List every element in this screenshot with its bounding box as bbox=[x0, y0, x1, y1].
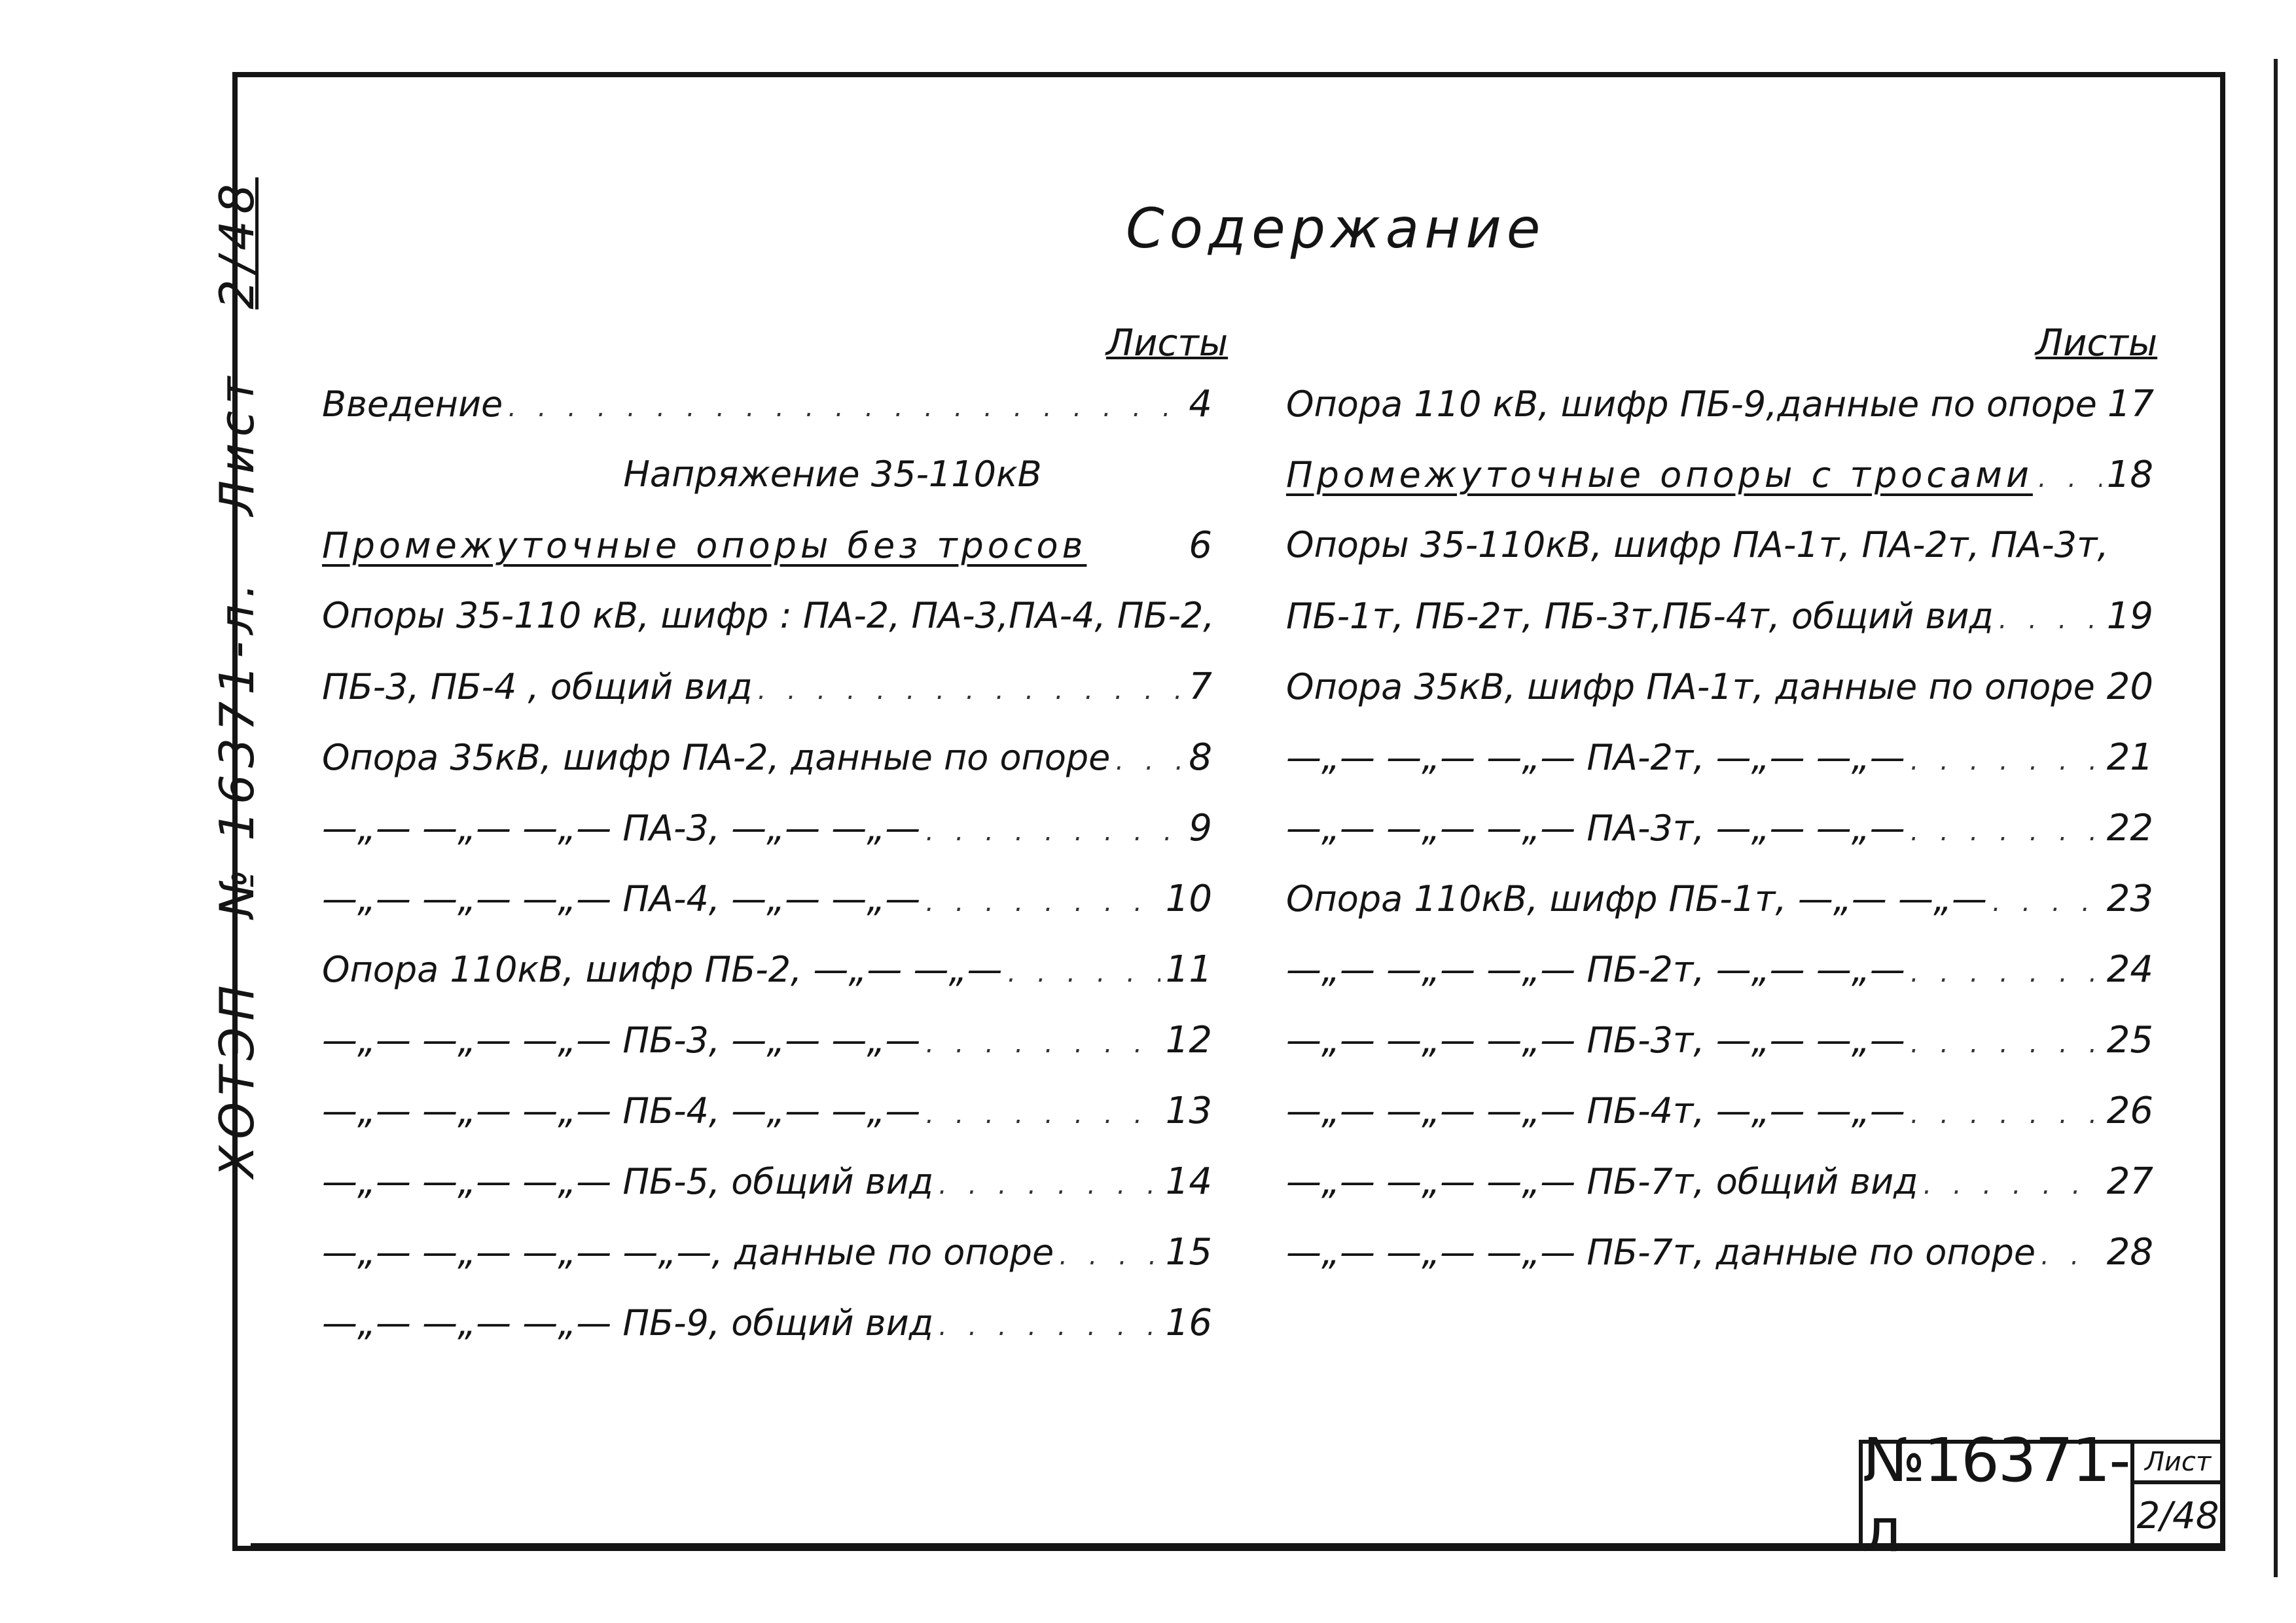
dot-leader bbox=[1115, 746, 1181, 776]
entry-title: —„— —„— —„— ПБ-4, —„— —„— bbox=[322, 1090, 921, 1132]
entry-page-number: 11 bbox=[1165, 948, 1212, 991]
dot-leader bbox=[1910, 958, 2102, 988]
entry-page-number: 7 bbox=[1189, 666, 1212, 708]
dot-leader bbox=[758, 675, 1181, 705]
entry-page-number: 13 bbox=[1165, 1090, 1212, 1132]
entry-title: Опора 110кВ, шифр ПБ-2, —„— —„— bbox=[322, 949, 1003, 990]
contents-entry bbox=[1286, 1231, 2153, 1302]
dot-leader bbox=[939, 1170, 1160, 1200]
entry-title: —„— —„— —„— ПА-3, —„— —„— bbox=[322, 808, 921, 849]
contents-entry bbox=[1286, 595, 2153, 666]
entry-title: —„— —„— —„— ПБ-7т, общий вид bbox=[1286, 1161, 1918, 1202]
entry-title: ПБ-3, ПБ-4 , общий вид bbox=[322, 666, 753, 707]
entry-page-number: 15 bbox=[1165, 1231, 1212, 1274]
contents-entry bbox=[322, 454, 1212, 524]
side-stamp bbox=[209, 138, 264, 1178]
entry-title: —„— —„— —„— —„—, данные по опоре bbox=[322, 1232, 1054, 1273]
dot-leader bbox=[1924, 1170, 2102, 1200]
entry-title: Опоры 35-110 кВ, шифр : ПА-2, ПА-3,ПА-4, ПБ-2, bbox=[322, 595, 1215, 636]
title-block bbox=[1859, 1425, 2225, 1565]
contents-entry bbox=[322, 948, 1212, 1019]
dot-leader bbox=[1059, 1241, 1160, 1271]
document-number: №16371-л bbox=[1863, 1444, 2134, 1547]
contents-entry bbox=[1286, 524, 2153, 595]
entry-title: —„— —„— —„— ПБ-3т, —„— —„— bbox=[1286, 1020, 1905, 1061]
contents-entry bbox=[322, 666, 1212, 736]
dot-leader bbox=[1008, 958, 1160, 988]
contents-entry bbox=[1286, 736, 2153, 807]
dot-leader bbox=[2038, 463, 2102, 493]
entry-title: Напряжение 35-110кВ bbox=[623, 454, 1042, 495]
entry-page-number: 12 bbox=[1165, 1019, 1212, 1061]
entry-title: —„— —„— —„— ПА-2т, —„— —„— bbox=[1286, 737, 1905, 778]
entry-page-number: 8 bbox=[1189, 736, 1212, 779]
entry-page-number: 28 bbox=[2106, 1231, 2153, 1274]
contents-entry bbox=[322, 807, 1212, 878]
entry-page-number: 22 bbox=[2106, 807, 2153, 849]
entry-page-number: 19 bbox=[2106, 595, 2153, 637]
contents-entry bbox=[1286, 454, 2153, 524]
entry-title: —„— —„— —„— ПБ-3, —„— —„— bbox=[322, 1020, 921, 1061]
contents-entry bbox=[1286, 1090, 2153, 1160]
sheet-label: Лист bbox=[2134, 1444, 2221, 1484]
side-stamp-number: № 16371-л. bbox=[209, 577, 264, 918]
entry-page-number: 26 bbox=[2106, 1090, 2153, 1132]
dot-leader bbox=[508, 393, 1181, 423]
entry-page-number: 21 bbox=[2106, 736, 2153, 779]
dot-leader bbox=[925, 1099, 1160, 1130]
entry-page-number: 20 bbox=[2106, 666, 2153, 708]
entry-title: Опора 35кВ, шифр ПА-1т, данные по опоре bbox=[1286, 666, 2095, 707]
contents-entry bbox=[322, 524, 1212, 595]
contents-entry bbox=[322, 1019, 1212, 1090]
contents-entry bbox=[1286, 1160, 2153, 1231]
entry-page-number: 25 bbox=[2106, 1019, 2153, 1061]
entry-page-number: 24 bbox=[2106, 948, 2153, 991]
entry-title: Промежуточные опоры без тросов bbox=[322, 525, 1087, 566]
entry-page-number: 4 bbox=[1189, 383, 1212, 425]
entry-title: Опора 110 кВ, шифр ПБ-9,данные по опоре bbox=[1286, 383, 2097, 425]
contents-entry bbox=[322, 383, 1212, 454]
sheet-edge-line bbox=[2274, 59, 2278, 1577]
contents-entry bbox=[322, 1302, 1212, 1372]
dot-leader bbox=[1999, 605, 2102, 635]
dot-leader bbox=[925, 1029, 1160, 1059]
contents-entry bbox=[1286, 807, 2153, 878]
entry-title: Опора 35кВ, шифр ПА-2, данные по опоре bbox=[322, 737, 1111, 778]
entry-title: —„— —„— —„— ПБ-4т, —„— —„— bbox=[1286, 1090, 1905, 1132]
contents-entry bbox=[1286, 948, 2153, 1019]
entry-page-number: 10 bbox=[1165, 878, 1212, 920]
contents-entry bbox=[1286, 878, 2153, 948]
dot-leader bbox=[925, 817, 1181, 847]
sheet-number: 2/48 bbox=[2136, 1494, 2219, 1537]
side-stamp-sheet-value: 2/48 bbox=[209, 177, 264, 310]
dot-leader bbox=[1910, 746, 2102, 776]
contents-left-column bbox=[322, 383, 1215, 1372]
entry-page-number: 14 bbox=[1165, 1160, 1212, 1203]
right-column-header: Листы bbox=[2036, 322, 2158, 365]
left-column-header: Листы bbox=[1106, 322, 1229, 365]
contents-entry bbox=[322, 878, 1212, 948]
dot-leader bbox=[1910, 1029, 2102, 1059]
entry-title: —„— —„— —„— ПА-3т, —„— —„— bbox=[1286, 808, 1905, 849]
dot-leader bbox=[1910, 817, 2102, 847]
dot-leader bbox=[1910, 1099, 2102, 1130]
entry-title: —„— —„— —„— ПБ-7т, данные по опоре bbox=[1286, 1232, 2036, 1273]
entry-title: Промежуточные опоры с тросами bbox=[1286, 454, 2033, 495]
entry-page-number: 18 bbox=[2106, 454, 2153, 496]
entry-title: —„— —„— —„— ПБ-9, общий вид bbox=[322, 1302, 934, 1344]
entry-title: —„— —„— —„— ПА-4, —„— —„— bbox=[322, 878, 921, 919]
entry-page-number: 27 bbox=[2106, 1160, 2153, 1203]
dot-leader bbox=[939, 1311, 1160, 1342]
contents-entry bbox=[322, 1231, 1212, 1302]
contents-entry bbox=[322, 1160, 1212, 1231]
entry-title: ПБ-1т, ПБ-2т, ПБ-3т,ПБ-4т, общий вид bbox=[1286, 596, 1994, 637]
entry-page-number: 6 bbox=[1189, 524, 1212, 567]
contents-right-column bbox=[1286, 383, 2153, 1302]
dot-leader bbox=[925, 887, 1160, 918]
side-stamp-sheet-label: Лист bbox=[209, 370, 264, 516]
dot-leader bbox=[2100, 675, 2102, 705]
contents-entry bbox=[322, 595, 1215, 666]
entry-page-number: 23 bbox=[2106, 878, 2153, 920]
entry-title: Введение bbox=[322, 383, 503, 425]
contents-entry bbox=[322, 736, 1212, 807]
entry-title: Опора 110кВ, шифр ПБ-1т, —„— —„— bbox=[1286, 878, 1987, 919]
entry-page-number: 16 bbox=[1165, 1302, 1212, 1344]
dot-leader bbox=[1992, 887, 2102, 918]
entry-page-number: 9 bbox=[1189, 807, 1212, 849]
entry-title: —„— —„— —„— ПБ-2т, —„— —„— bbox=[1286, 949, 1905, 990]
contents-entry bbox=[1286, 1019, 2153, 1090]
side-stamp-org: ХОТЭП bbox=[209, 978, 264, 1178]
contents-entry bbox=[322, 1090, 1212, 1160]
entry-title: —„— —„— —„— ПБ-5, общий вид bbox=[322, 1161, 934, 1202]
entry-page-number: 17 bbox=[2107, 383, 2155, 425]
entry-title: Опоры 35-110кВ, шифр ПА-1т, ПА-2т, ПА-3т, bbox=[1286, 524, 2109, 565]
page-title: Содержание bbox=[1126, 196, 1546, 260]
contents-entry bbox=[1286, 666, 2153, 736]
dot-leader bbox=[2041, 1241, 2102, 1271]
contents-entry bbox=[1286, 383, 2153, 454]
